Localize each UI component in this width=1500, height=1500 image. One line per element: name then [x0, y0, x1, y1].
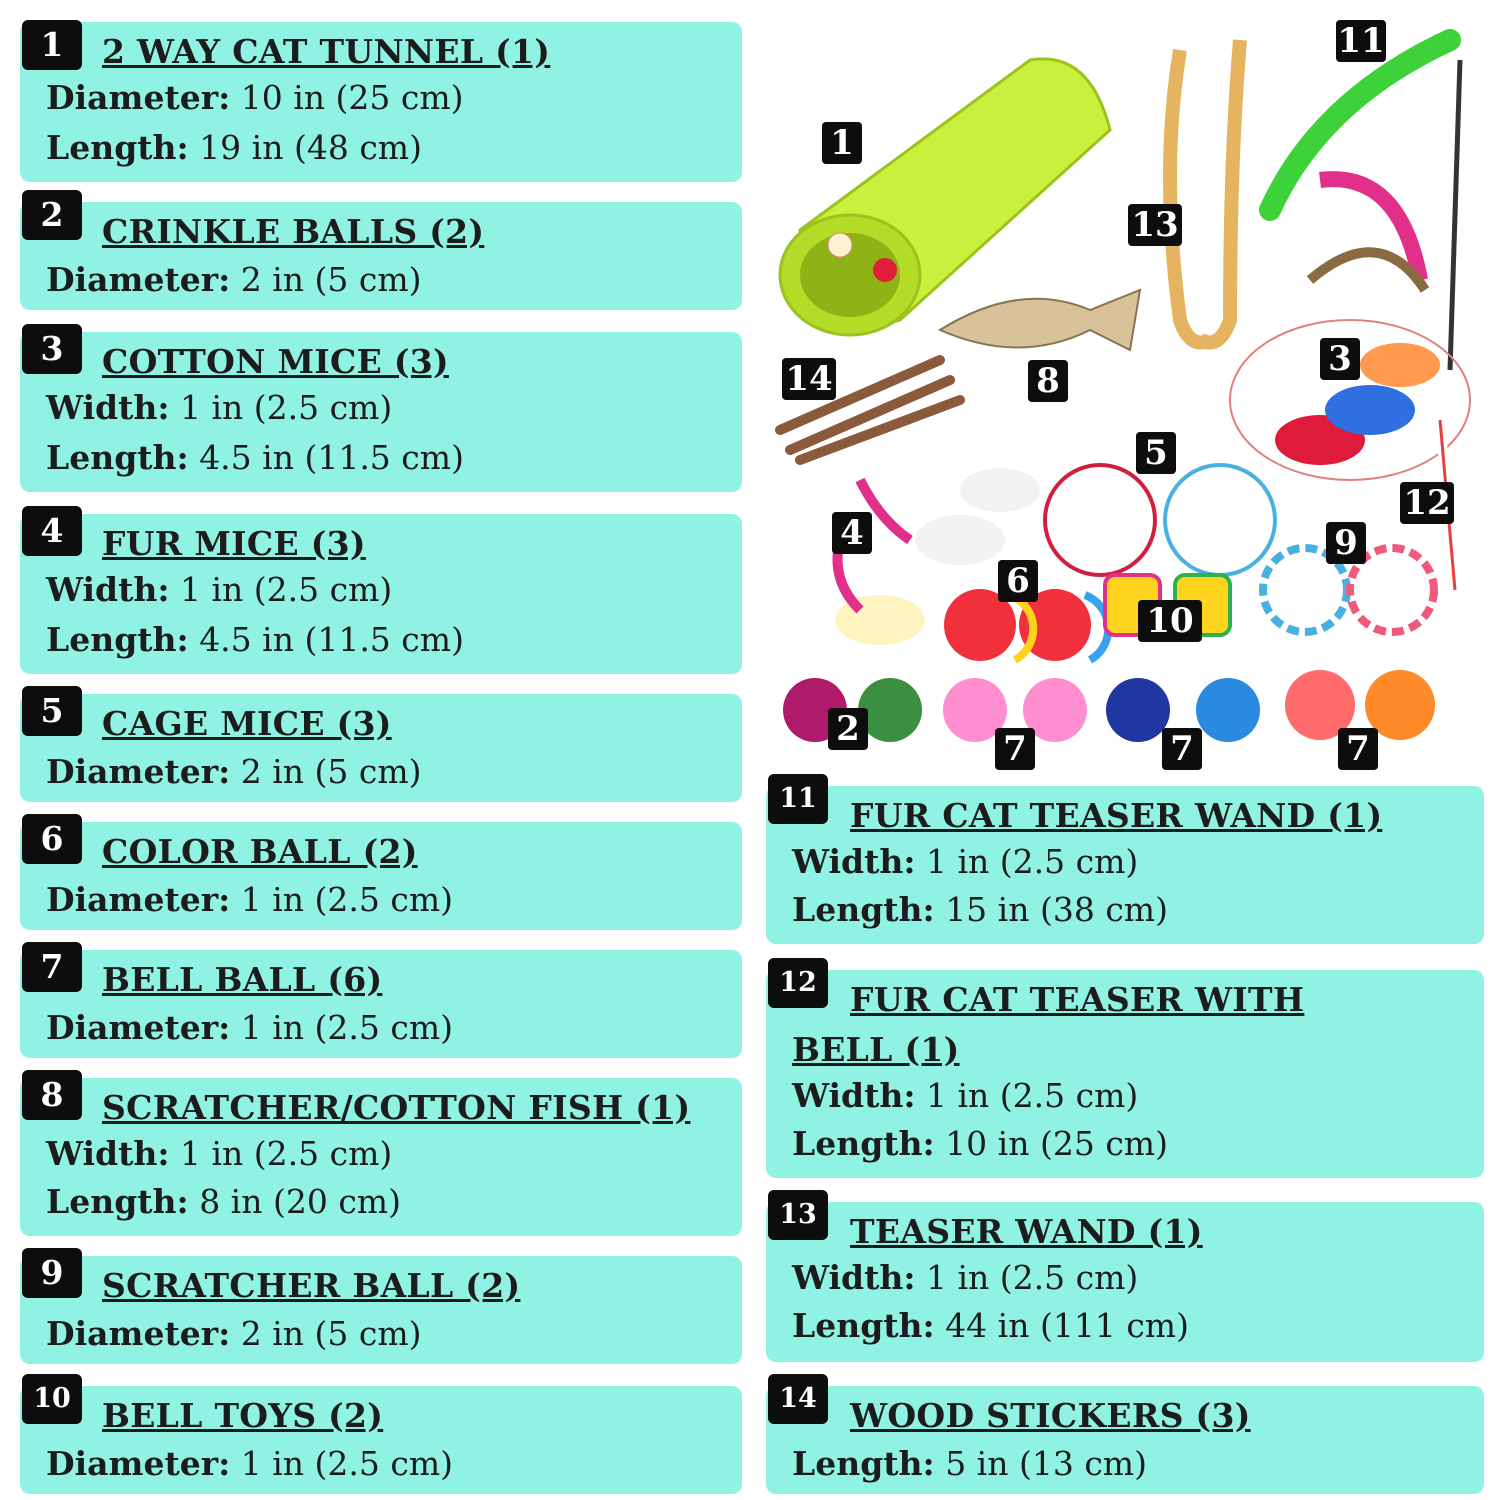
item-card-14	[766, 1383, 1484, 1494]
spec-label: Width:	[46, 388, 170, 427]
spec-label: Width:	[46, 570, 170, 609]
spec-line	[46, 128, 422, 167]
product-photo	[760, 20, 1490, 780]
item-title: 2 WAY CAT TUNNEL (1)	[102, 32, 551, 71]
spec-value: 1 in (2.5 cm)	[240, 880, 454, 919]
photo-label-9: 9	[1326, 522, 1366, 564]
spec-label: Diameter:	[46, 78, 231, 117]
spec-line	[46, 438, 464, 477]
spec-line	[46, 752, 422, 791]
spec-value: 1 in (2.5 cm)	[240, 1008, 454, 1047]
item-card-4	[20, 511, 742, 674]
spec-label: Length:	[792, 890, 935, 929]
item-card-12	[766, 967, 1484, 1178]
spec-line	[46, 1134, 392, 1173]
item-number-badge: 2	[22, 190, 82, 240]
spec-label: Width:	[46, 1134, 170, 1173]
leopard-wand-illustration	[1170, 40, 1240, 343]
item-card-3	[20, 329, 742, 492]
spec-line	[46, 260, 422, 299]
spec-line	[792, 890, 1168, 929]
item-number-badge: 9	[22, 1248, 82, 1298]
spec-label: Length:	[792, 1306, 935, 1345]
spec-value: 4.5 in (11.5 cm)	[199, 620, 464, 659]
photo-label-3: 3	[1320, 338, 1360, 380]
photo-label-10: 10	[1138, 600, 1202, 642]
item-card-5	[20, 691, 742, 802]
photo-label-6: 6	[998, 560, 1038, 602]
spec-value: 19 in (48 cm)	[199, 128, 422, 167]
photo-label-2: 2	[828, 708, 868, 750]
spec-label: Length:	[792, 1444, 935, 1483]
photo-label-1: 1	[822, 122, 862, 164]
item-title-continued: BELL (1)	[792, 1030, 960, 1069]
spec-label: Length:	[792, 1124, 935, 1163]
spec-label: Diameter:	[46, 1314, 231, 1353]
item-number-badge: 14	[768, 1374, 828, 1424]
item-card-11	[766, 783, 1484, 944]
spec-value: 1 in (2.5 cm)	[180, 570, 393, 609]
item-title: FUR CAT TEASER WITH	[850, 980, 1305, 1019]
item-number-badge: 11	[768, 774, 828, 824]
item-title: CRINKLE BALLS (2)	[102, 212, 485, 251]
spec-value: 44 in (111 cm)	[945, 1306, 1189, 1345]
item-number-badge: 10	[22, 1374, 82, 1424]
item-title: SCRATCHER/COTTON FISH (1)	[102, 1088, 691, 1127]
spec-value: 1 in (2.5 cm)	[180, 388, 393, 427]
item-title: CAGE MICE (3)	[102, 704, 392, 743]
spec-value: 1 in (2.5 cm)	[180, 1134, 393, 1173]
spec-value: 4.5 in (11.5 cm)	[199, 438, 464, 477]
spec-label: Diameter:	[46, 260, 231, 299]
item-number-badge: 3	[22, 324, 82, 374]
item-card-2	[20, 195, 742, 310]
toys-illustration	[760, 20, 1490, 780]
spec-label: Length:	[46, 128, 189, 167]
spec-line	[46, 1314, 422, 1353]
spec-value: 8 in (20 cm)	[199, 1182, 401, 1221]
item-card-8	[20, 1075, 742, 1236]
item-number-badge: 1	[22, 20, 82, 70]
tunnel-illustration	[780, 59, 1110, 335]
item-card-6	[20, 819, 742, 930]
spec-line	[46, 1008, 453, 1047]
item-card-9	[20, 1253, 742, 1364]
item-card-7	[20, 947, 742, 1058]
item-title: SCRATCHER BALL (2)	[102, 1266, 521, 1305]
item-number-badge: 7	[22, 942, 82, 992]
spec-line	[46, 620, 464, 659]
spec-label: Diameter:	[46, 752, 231, 791]
item-number-badge: 8	[22, 1070, 82, 1120]
spec-label: Width:	[792, 842, 916, 881]
spec-line	[792, 1444, 1147, 1483]
item-number-badge: 4	[22, 506, 82, 556]
spec-line	[46, 1182, 401, 1221]
spec-label: Diameter:	[46, 880, 231, 919]
spec-line	[46, 880, 453, 919]
spec-line	[46, 388, 392, 427]
spec-label: Width:	[792, 1076, 916, 1115]
item-card-10	[20, 1383, 742, 1494]
item-title: BELL TOYS (2)	[102, 1396, 384, 1435]
photo-label-7: 7	[1162, 728, 1202, 770]
spec-line	[46, 570, 392, 609]
spec-value: 1 in (2.5 cm)	[240, 1444, 454, 1483]
fish-illustration	[940, 290, 1140, 350]
spec-value: 1 in (2.5 cm)	[926, 1076, 1139, 1115]
item-title: WOOD STICKERS (3)	[850, 1396, 1251, 1435]
item-title: COLOR BALL (2)	[102, 832, 418, 871]
item-card-1	[20, 22, 742, 182]
spec-value: 10 in (25 cm)	[945, 1124, 1168, 1163]
photo-label-14: 14	[782, 358, 836, 400]
photo-label-7: 7	[1338, 728, 1378, 770]
item-number-badge: 5	[22, 686, 82, 736]
spec-value: 10 in (25 cm)	[240, 78, 464, 117]
spec-line	[792, 842, 1138, 881]
item-card-13	[766, 1199, 1484, 1362]
spec-label: Length:	[46, 1182, 189, 1221]
spec-line	[792, 1258, 1138, 1297]
spec-line	[792, 1124, 1168, 1163]
item-number-badge: 13	[768, 1190, 828, 1240]
spec-line	[46, 1444, 453, 1483]
photo-label-12: 12	[1400, 482, 1454, 524]
spec-value: 15 in (38 cm)	[945, 890, 1168, 929]
item-number-badge: 12	[768, 958, 828, 1008]
photo-label-13: 13	[1128, 204, 1182, 246]
spec-line	[792, 1306, 1189, 1345]
photo-label-11: 11	[1337, 21, 1385, 61]
photo-label-4: 4	[832, 512, 872, 554]
item-title: FUR CAT TEASER WAND (1)	[850, 796, 1383, 835]
item-title: FUR MICE (3)	[102, 524, 366, 563]
spec-label: Diameter:	[46, 1444, 231, 1483]
photo-label-7: 7	[995, 728, 1035, 770]
photo-label-5: 5	[1136, 432, 1176, 474]
photo-label-8: 8	[1028, 360, 1068, 402]
spec-value: 5 in (13 cm)	[945, 1444, 1147, 1483]
spec-line	[792, 1076, 1138, 1115]
item-title: TEASER WAND (1)	[850, 1212, 1203, 1251]
spec-label: Length:	[46, 438, 189, 477]
item-number-badge: 6	[22, 814, 82, 864]
spec-value: 1 in (2.5 cm)	[926, 1258, 1139, 1297]
spec-value: 2 in (5 cm)	[240, 1314, 422, 1353]
spec-value: 2 in (5 cm)	[240, 260, 422, 299]
spec-line	[46, 78, 464, 117]
cage-mice-illustration	[1045, 465, 1275, 575]
spec-value: 1 in (2.5 cm)	[926, 842, 1139, 881]
spec-label: Length:	[46, 620, 189, 659]
spec-value: 2 in (5 cm)	[240, 752, 422, 791]
spec-label: Width:	[792, 1258, 916, 1297]
item-title: COTTON MICE (3)	[102, 342, 449, 381]
item-title: BELL BALL (6)	[102, 960, 383, 999]
spec-label: Diameter:	[46, 1008, 231, 1047]
